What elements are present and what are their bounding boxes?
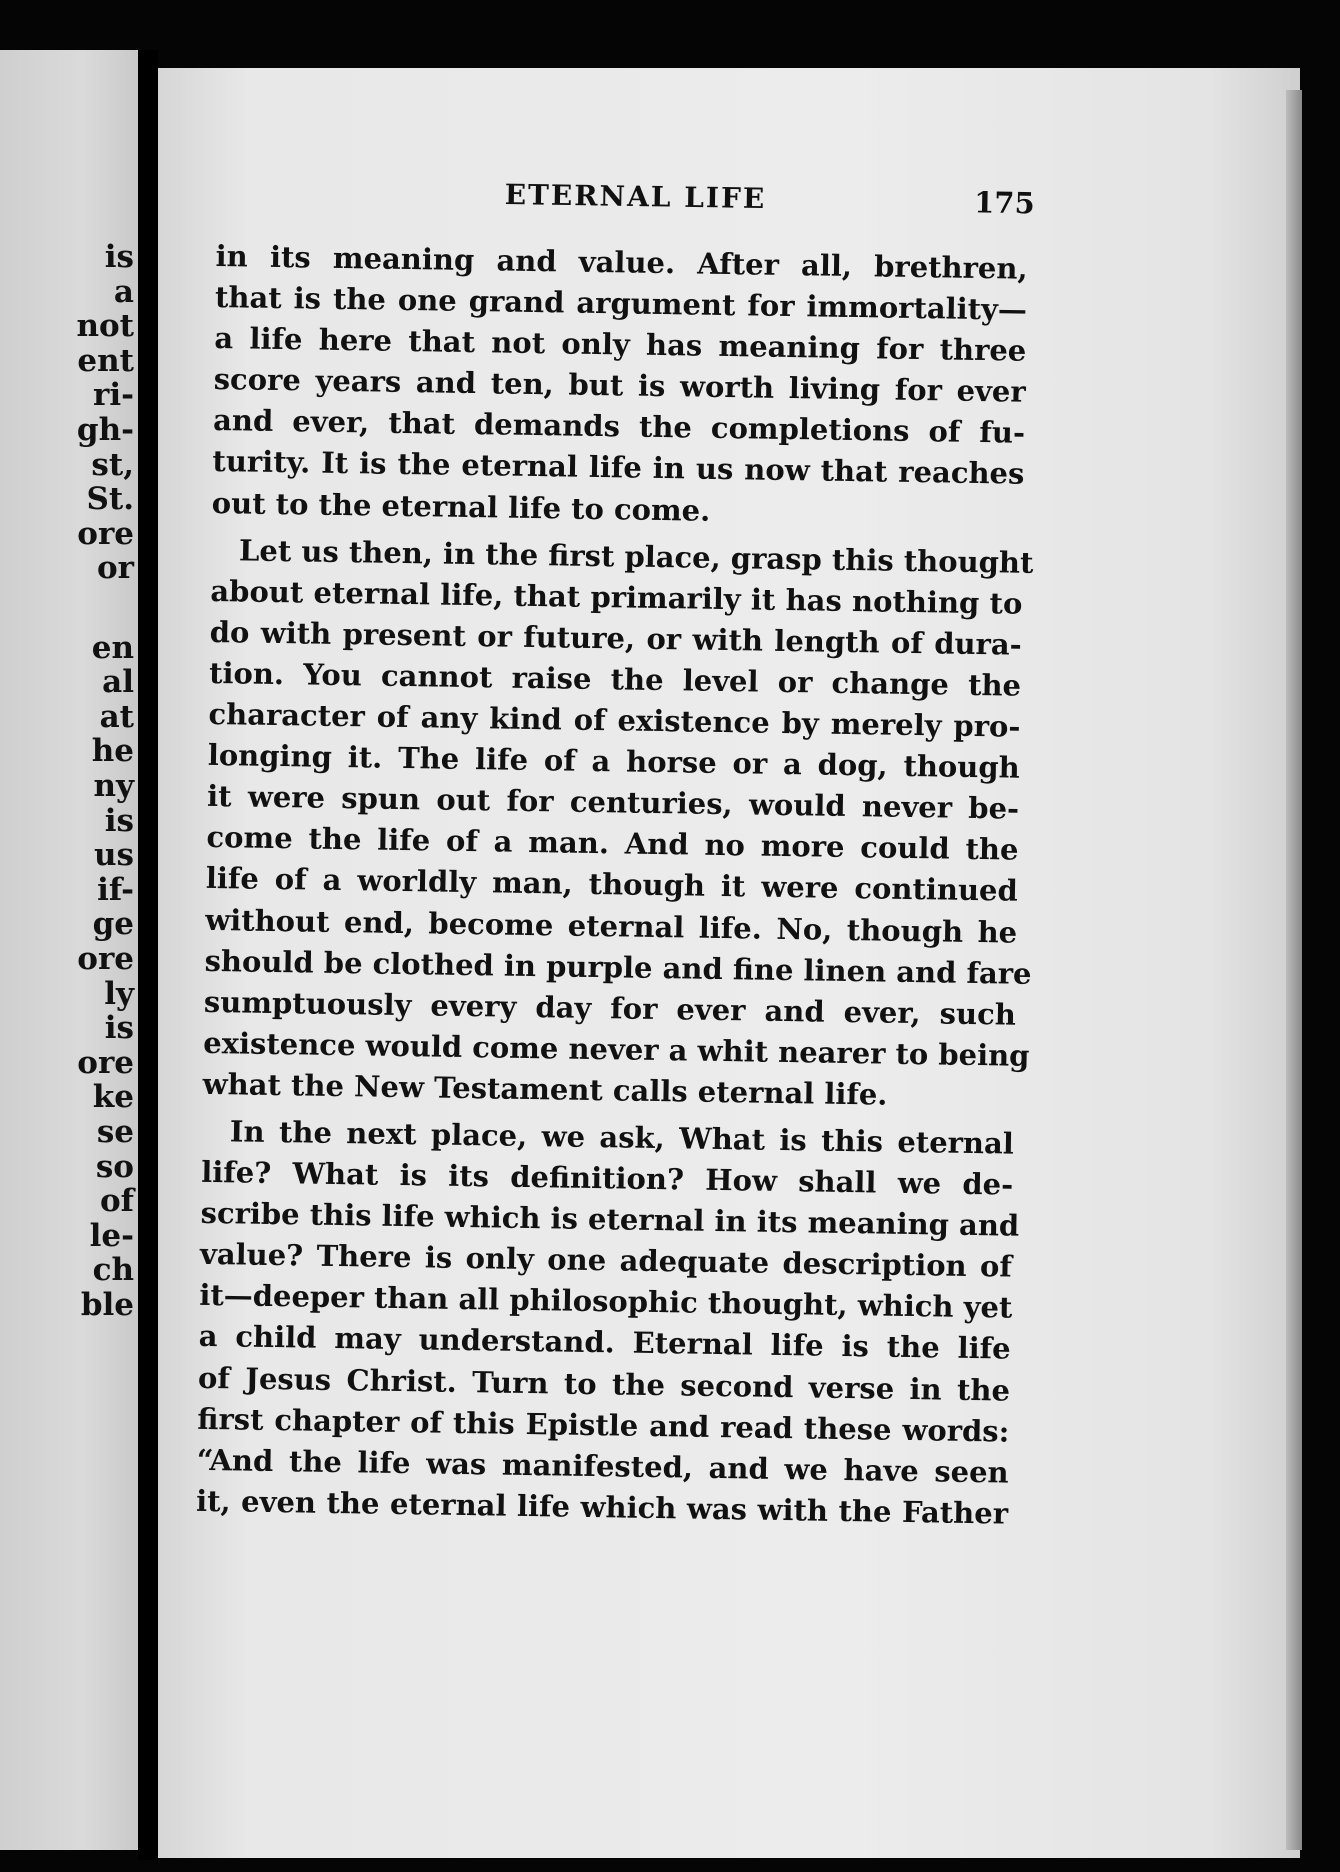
- text-line: of Jesus Christ. Turn to the second verse in the: [197, 1360, 1011, 1408]
- left-page-fragment: a: [113, 273, 134, 310]
- left-page-fragment: ore: [77, 1044, 134, 1081]
- left-page-fragment: not: [76, 308, 134, 345]
- text-line: In the next place, we ask, What is this eternal: [229, 1114, 1015, 1161]
- text-line: life of a worldly man, though it were continued: [205, 861, 1019, 909]
- left-page-fragment: ke: [92, 1079, 134, 1116]
- text-line: first chapter of this Epistle and read these words:: [197, 1401, 1010, 1449]
- left-page-fragment: ent: [77, 342, 134, 379]
- left-facing-page: [0, 50, 138, 1850]
- text-line: it were spun out for centuries, would never be-: [206, 779, 1020, 826]
- text-line: character of any kind of existence by merely pro-: [208, 696, 1021, 744]
- text-line: value? There is only one adequate description of: [199, 1237, 1013, 1284]
- text-line: longing it. The life of a horse or a dog, though: [207, 738, 1021, 785]
- text-line: existence would come never a whit nearer to being: [203, 1025, 1030, 1073]
- text-line: it, even the eternal life which was with the Father: [195, 1483, 1009, 1531]
- text-line: without end, become eternal life. No, though he: [204, 902, 1018, 950]
- left-page-fragment: ore: [77, 941, 134, 977]
- left-page-fragment: en: [91, 629, 134, 666]
- text-line: do with present or future, or with length of dura-: [209, 614, 1022, 662]
- left-page-fragment: se: [96, 1114, 134, 1150]
- running-title: ETERNAL LIFE: [504, 178, 767, 216]
- left-page-fragment: is: [104, 239, 134, 275]
- text-line: that is the one grand argument for immortality—: [214, 280, 1028, 327]
- body-text: [195, 236, 1034, 1535]
- left-page-fragment: ble: [80, 1287, 134, 1323]
- left-page-fragment: ch: [92, 1252, 134, 1289]
- left-page-fragment: is: [104, 1010, 134, 1047]
- page-edge-shadow: [1286, 90, 1302, 1850]
- text-line: life? What is its definition? How shall we de-: [201, 1154, 1014, 1202]
- left-page-fragment: of: [99, 1183, 134, 1220]
- paragraph: [195, 1111, 1020, 1535]
- text-line: Let us then, in the first place, grasp this thought: [238, 533, 1034, 580]
- text-line: a child may understand. Eternal life is the life: [198, 1319, 1011, 1367]
- paragraph: [202, 530, 1034, 1118]
- left-page-fragment: or: [96, 550, 134, 587]
- left-page-fragment: he: [91, 733, 134, 770]
- text-line: what the New Testament calls eternal life.: [202, 1066, 888, 1112]
- left-page-fragment: ri-: [93, 377, 134, 414]
- running-head: [504, 178, 1035, 230]
- text-line: in its meaning and value. After all, brethren,: [215, 238, 1028, 286]
- left-page-fragment: at: [99, 698, 134, 735]
- left-page-fragment: st,: [91, 446, 134, 483]
- left-page-fragment: us: [94, 837, 134, 874]
- text-line: turity. It is the eternal life in us now that reaches: [212, 444, 1025, 492]
- left-page-fragment: ly: [104, 975, 134, 1012]
- left-page-fragment: le-: [89, 1217, 134, 1254]
- text-line: scribe this life which is eternal in its meaning and: [200, 1196, 1020, 1243]
- text-line: it—deeper than all philosophic thought, which yet: [199, 1278, 1013, 1325]
- left-page-fragment: if-: [97, 871, 134, 908]
- book-gutter: [138, 50, 158, 1860]
- left-page-fragment: St.: [86, 481, 134, 518]
- text-line: tion. You cannot raise the level or change the: [208, 655, 1022, 703]
- text-line: and ever, that demands the completions of fu-: [212, 403, 1026, 451]
- page-number: 175: [973, 185, 1035, 221]
- left-page-fragment: so: [95, 1148, 134, 1185]
- left-page-fragment: al: [102, 664, 134, 701]
- text-line: “And the life was manifested, and we have seen: [196, 1442, 1009, 1490]
- left-page-fragment: gh-: [76, 412, 134, 448]
- text-line: score years and ten, but is worth living for ever: [213, 362, 1026, 410]
- text-line: should be clothed in purple and fine linen and fare: [204, 943, 1032, 991]
- left-page-fragment: ny: [93, 768, 134, 804]
- paragraph: [211, 236, 1027, 536]
- text-line: come the life of a man. And no more could the: [206, 820, 1019, 867]
- text-line: a life here that not only has meaning for three: [214, 321, 1027, 368]
- text-line: out to the eternal life to come.: [211, 485, 711, 528]
- text-line: about eternal life, that primarily it has nothing to: [210, 573, 1023, 621]
- left-page-fragment: ore: [77, 515, 134, 552]
- left-page-fragment: is: [104, 802, 134, 839]
- text-line: sumptuously every day for ever and ever, such: [203, 984, 1017, 1032]
- left-page-fragment: ge: [92, 906, 134, 943]
